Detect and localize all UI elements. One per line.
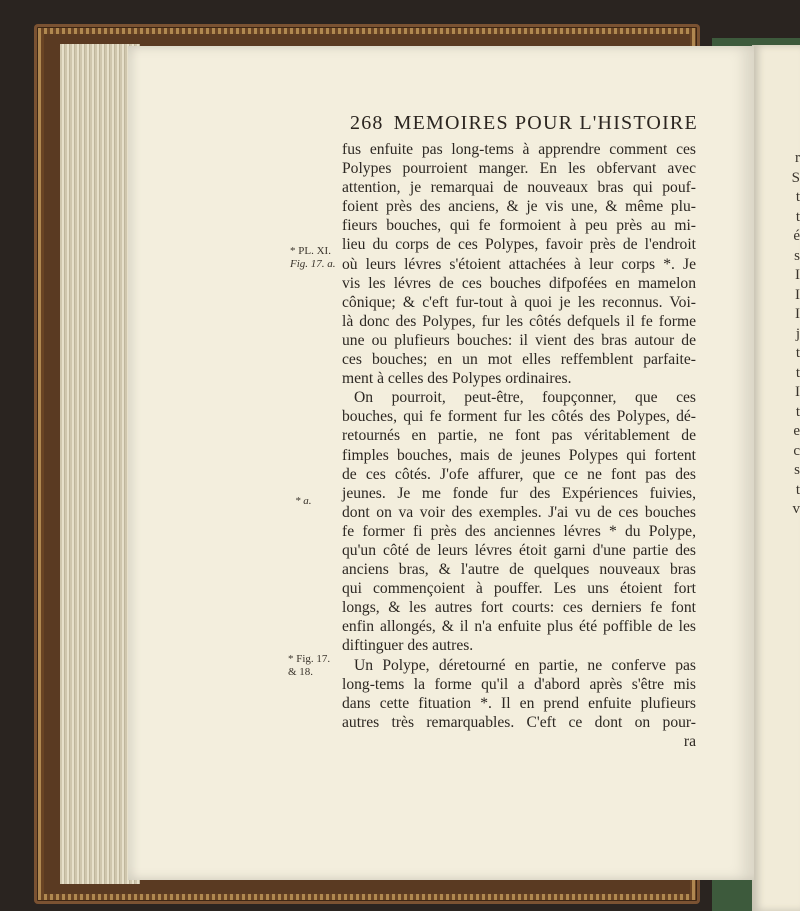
text-line: qu'un côté de leurs lévres étoit garni d'une partie des (342, 541, 696, 559)
facing-page-fragment: I (795, 306, 800, 322)
facing-page-fragment: s (794, 462, 800, 478)
margin-note-line: * Fig. 17. (288, 653, 331, 665)
facing-page (752, 45, 800, 911)
facing-page-fragment: t (795, 481, 800, 498)
margin-note-line: * PL. XI. (290, 245, 331, 257)
facing-page-fragment: j (795, 325, 800, 342)
text-line: fus enfuite pas long-tems à apprendre comment ces (342, 141, 696, 158)
facing-page-fragment: t (795, 403, 800, 420)
text-line: de ces côtés. J'ofe affurer, que ce ne font pas des (342, 465, 696, 483)
margin-note-line: Fig. 17. a. (290, 258, 336, 270)
facing-page-fragment: e (793, 423, 800, 439)
text-line: lieu du corps de ces Polypes, favoir près de l'endroit (342, 236, 696, 254)
text-line: dont on va voir des exemples. J'ai vu de ces bouches (342, 503, 696, 521)
facing-page-fragment: s (794, 247, 800, 264)
facing-page-fragment: v (792, 501, 800, 517)
text-line: une ou plufieurs bouches: il vient des bras autour de (342, 331, 696, 349)
text-line: retournés en partie, ne font pas véritablement de (342, 427, 696, 445)
running-header (350, 112, 698, 140)
text-line: fieurs bouches, qui fe formoient à peu près au mi- (342, 217, 696, 235)
facing-page-fragment: S (791, 169, 800, 186)
text-line: long-tems la forme qu'il a d'abord après s'être mis (342, 675, 696, 693)
text-line: foient près des anciens, & je vis une, & même plu- (342, 198, 696, 216)
facing-page-fragment: t (795, 208, 800, 225)
text-line: vis les lévres de ces bouches difpofées en mamelon (342, 274, 696, 292)
text-line: longs, & les autres fort courts: ces derniers fe font (342, 599, 696, 617)
text-line: qui commençoient à pouffer. Les uns étoient fort (342, 580, 696, 598)
text-line: ces bouches; en un mot elles reffemblent parfaite- (342, 351, 696, 369)
margin-note-line: & 18. (288, 666, 314, 678)
page-number: 268 (350, 112, 384, 134)
facing-page-fragment: I (795, 384, 800, 400)
facing-page-fragment: t (795, 189, 800, 205)
margin-note-a: * a. (295, 495, 312, 507)
body-text (342, 140, 696, 751)
margin-note-fig-17 (288, 653, 330, 679)
text-line: diftinguer des autres. (342, 637, 474, 655)
text-line: fe former fi près des anciennes lévres * du Polype, (342, 522, 696, 540)
text-line: bouches, qui fe forment fur les côtés des Polypes, dé- (342, 408, 696, 426)
text-line: dans cette fituation *. Il en prend enfuite plufieurs (342, 694, 696, 712)
text-line: enfin allongés, & il n'a enfuite plus été poffible de les (342, 618, 696, 636)
facing-page-fragment: I (795, 267, 800, 283)
text-line: ment à celles des Polypes ordinaires. (342, 370, 572, 388)
text-line: là donc des Polypes, fur les côtés defquels il fe forme (342, 312, 696, 330)
facing-page-fragment: é (793, 228, 800, 244)
text-line: anciens bras, & l'autre de quelques nouveaux bras (342, 561, 696, 579)
text-line: ra (683, 732, 696, 750)
facing-page-fragment: c (793, 442, 800, 459)
text-line: cônique; & c'eft fur-tout à quoi je les reconnus. Voi- (342, 293, 696, 311)
text-line: jeunes. Je me fonde fur des Expériences fuivies, (342, 484, 696, 502)
text-line: Polypes pourroient manger. En les obfervant avec (342, 160, 696, 178)
running-title: MEMOIRES POUR L'HISTOIRE (393, 112, 698, 134)
text-line: attention, je remarquai de nouveaux bras qui pouf- (342, 179, 696, 197)
margin-note-pl-xi (290, 245, 336, 271)
facing-page-fragment: t (795, 345, 800, 361)
text-line: Un Polype, déretourné en partie, ne conferve pas (354, 656, 696, 674)
text-line: autres très remarquables. C'eft ce dont on pour- (342, 713, 696, 731)
facing-page-fragment: r (795, 150, 800, 166)
text-line: On pourroit, peut-être, foupçonner, que ces (354, 389, 696, 407)
facing-page-fragment: I (795, 286, 800, 303)
text-line: où leurs lévres s'étoient attachées à leur corps *. Je (342, 255, 696, 273)
text-line: fimples bouches, mais de jeunes Polypes qui fortent (342, 446, 696, 464)
facing-page-fragment: t (795, 364, 800, 381)
